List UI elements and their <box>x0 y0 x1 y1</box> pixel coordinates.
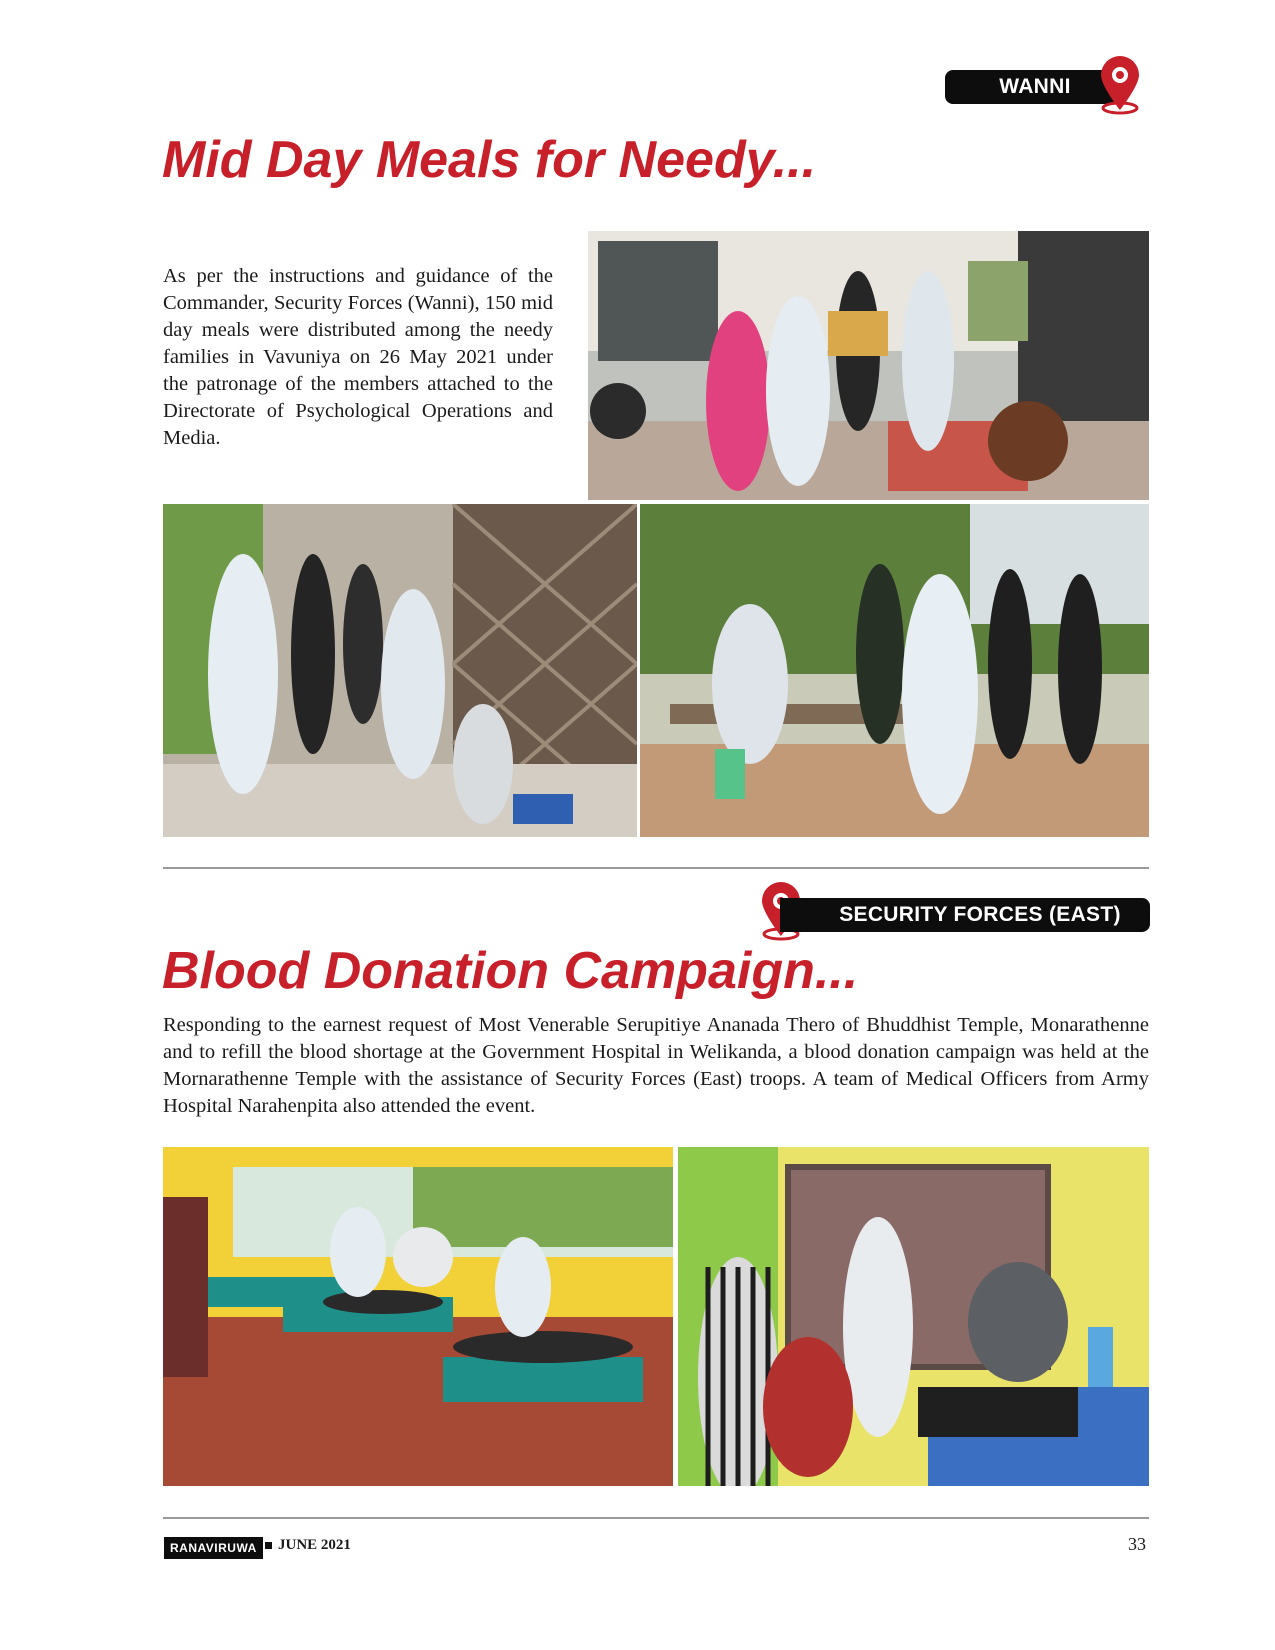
footer-date <box>265 1537 351 1554</box>
section-tag-security-forces-east <box>780 898 1150 932</box>
bullet-square-icon <box>265 1542 272 1549</box>
section-divider <box>163 867 1149 869</box>
footer-date-text: JUNE 2021 <box>278 1537 351 1553</box>
article-body-east: Responding to the earnest request of Most Venerable Serupitiye Ananada Thero of Bhuddhist Temple, Monarathenne and to refill the blood shortage at the Government Hospital in Welikanda, a blood donation campaign was held at the Mornarathenne Temple with the assistance of Security Forces (East) troops. A team of Medical Officers from Army Hospital Narahenpita also attended the event. <box>163 1014 1149 1117</box>
headline-blood-donation: Blood Donation Campaign... <box>162 942 859 1000</box>
footer-brand: RANAVIRUWA <box>164 1537 263 1559</box>
photo-blood-donation-registration <box>678 1147 1149 1486</box>
page-number: 33 <box>1128 1534 1146 1554</box>
photo-meal-distribution-table <box>640 504 1149 837</box>
footer-divider <box>163 1517 1149 1519</box>
article-body-wanni: As per the instructions and guidance of the Commander, Security Forces (Wanni), 150 mid day meals were distributed among the needy families in Vavuniya on 26 May 2021 under the patronage of the members attached to the Directorate of Psychological Operations and Media. <box>163 265 553 449</box>
photo-blood-donation-hall <box>163 1147 673 1486</box>
photo-meal-distribution-shopfront <box>163 504 637 837</box>
section-tag-label: WANNI <box>999 75 1071 98</box>
map-pin-icon <box>1097 54 1143 116</box>
photo-meal-distribution-roadside <box>588 231 1149 500</box>
headline-mid-day-meals: Mid Day Meals for Needy... <box>162 131 817 189</box>
section-tag-label: SECURITY FORCES (EAST) <box>839 903 1121 926</box>
